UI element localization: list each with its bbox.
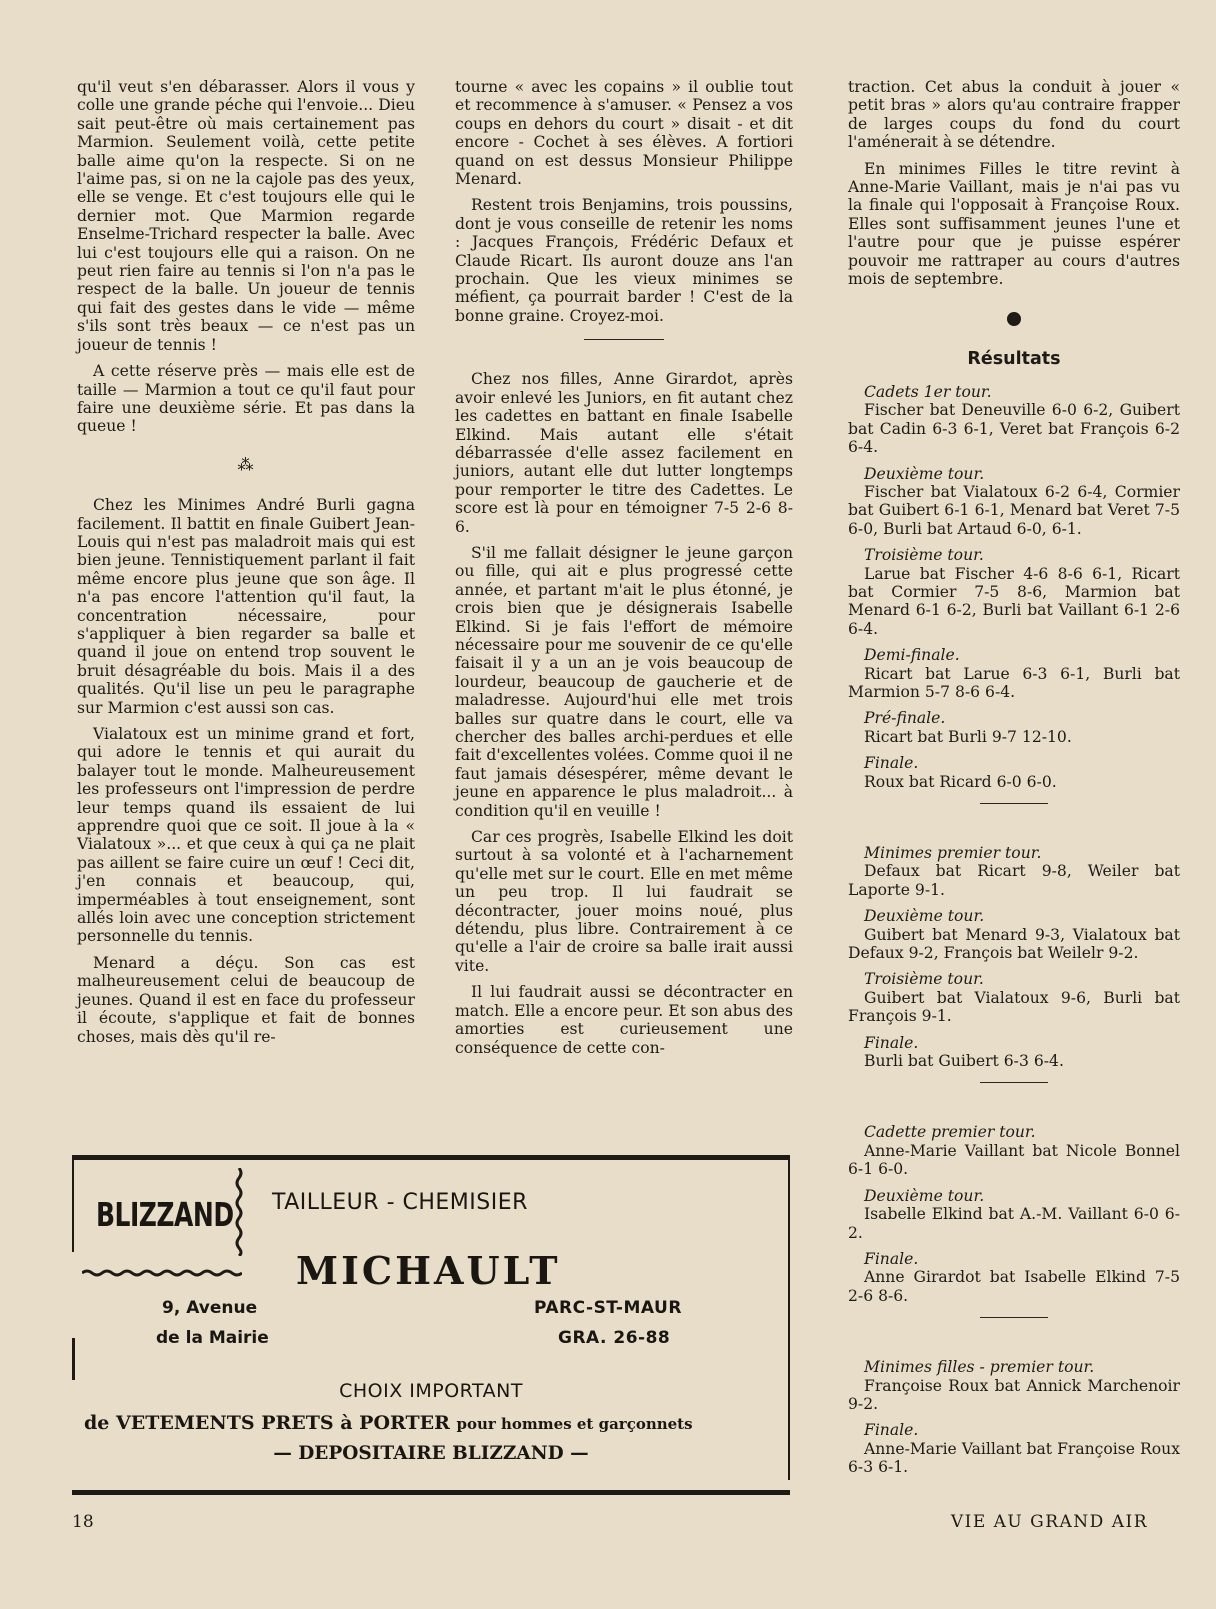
round-results: Françoise Roux bat Annick Marchenoir 9-2. bbox=[848, 1376, 1180, 1413]
paragraph: A cette réserve près — mais elle est de taille — Marmion a tout ce qu'il faut pour faire une deuxième série. Et pas dans la queue ! bbox=[77, 362, 415, 436]
paragraph: tourne « avec les copains » il oublie tout et recommence à s'amuser. « Pensez a vos coups en dehors du court » disait - et dit encore - Cochet à ses élèves. A fortiori quand on est dessus Monsieur Philippe Menard. bbox=[455, 78, 793, 189]
ad-vetements-line bbox=[84, 1412, 693, 1434]
paragraph: Car ces progrès, Isabelle Elkind les doit surtout à sa volonté et à l'acharnement qu'elle met sur le court. Elle en met même un peu trop. Il lui faudrait se décontracter, jouer moins noué, plus détendu, plus libre. Contrairement à ce qu'elle a l'air de croire sa balle irait aussi vite. bbox=[455, 828, 793, 975]
wavy-divider-vertical-icon bbox=[234, 1168, 244, 1256]
round-results: Anne-Marie Vaillant bat Nicole Bonnel 6-1 6-0. bbox=[848, 1141, 1180, 1179]
ad-brand-logo: BLIZZAND bbox=[96, 1196, 234, 1234]
results-cadette bbox=[848, 1123, 1180, 1305]
round-results: Fischer bat Vialatoux 6-2 6-4, Cormier bat Guibert 6-1 6-1, Menard bat Veret 7-5 6-0, Burli bat Artaud 6-0, 6-1. bbox=[848, 482, 1180, 538]
article-column-3 bbox=[848, 78, 1180, 1485]
round-heading: Minimes premier tour. bbox=[864, 844, 1042, 862]
round-heading: Deuxième tour. bbox=[864, 907, 985, 926]
round-results: Defaux bat Ricart 9-8, Weiler bat Laporte 9-1. bbox=[848, 862, 1180, 899]
paragraph: Il lui faudrait aussi se décontracter en match. Elle a encore peur. Et son abus des amorties est curieusement une conséquence de cette con- bbox=[455, 983, 793, 1057]
ad-vetements-suffix: pour hommes et garçonnets bbox=[456, 1415, 693, 1433]
section-divider bbox=[980, 803, 1048, 804]
ad-vetements-main: VETEMENTS PRETS à PORTER bbox=[116, 1412, 450, 1434]
section-divider bbox=[980, 1317, 1048, 1318]
ad-border-right bbox=[788, 1160, 790, 1480]
article-column-2 bbox=[455, 78, 793, 1065]
round-heading: Finale. bbox=[864, 1033, 919, 1052]
paragraph: S'il me fallait désigner le jeune garçon ou fille, qui ait e plus progressé cette année, et partant m'ait le plus étonné, je crois bien que je désignerais Isabelle Elkind. Si je fais l'effort de mémoire nécessaire pour me souvenir de ce qu'elle faisait il y a un an je vois beaucoup de lourdeur, beaucoup de gaucherie et de maladresse. Aujourd'hui elle met trois balles sur quatre dans le court, elle va chercher des balles archi-perdues et elle fait d'excellentes volées. Comme quoi il ne faut jamais désespérer, même devant le jeune en apparence le plus maladroit... à condition qu'il en veuille ! bbox=[455, 543, 793, 820]
round-heading: Deuxième tour. bbox=[864, 1186, 985, 1205]
paragraph: Chez nos filles, Anne Girardot, après avoir enlevé les Juniors, en fit autant chez les cadettes en battant en finale Isabelle Elkind. Mais autant elle s'était débarrassée d'elle assez facilement en juniors, autant elle dut lutter longtemps pour remporter le titre des Cadettes. Le score est là pour en témoigner 7-5 2-6 8-6. bbox=[455, 370, 793, 536]
round-results: Guibert bat Menard 9-3, Vialatoux bat Defaux 9-2, François bat Weilelr 9-2. bbox=[848, 925, 1180, 963]
round-heading: Cadette premier tour. bbox=[864, 1123, 1036, 1142]
round-heading: Finale. bbox=[864, 1421, 919, 1440]
round-heading: Finale. bbox=[864, 754, 919, 773]
paragraph: Vialatoux est un minime grand et fort, qui adore le tennis et qui aurait du balayer tout le monde. Malheureusement les professeurs ont l'impression de perdre leur temps quand ils essaient de lui apprendre quoi que ce soit. Il joue à la « Vialatoux »... et que ceux à qui ça ne plait pas aillent se faire cuire un œuf ! Ceci dit, j'en connais et beaucoup, qui, imperméables à tout enseignement, sont allés loin avec une conception strictement personnelle du tennis. bbox=[77, 725, 415, 946]
paragraph: Menard a déçu. Son cas est malheureusement celui de beaucoup de jeunes. Quand il est en face du professeur il écoute, s'applique et fait de bonnes choses, mais dès qu'il re- bbox=[77, 953, 415, 1046]
magazine-title: VIE AU GRAND AIR bbox=[950, 1512, 1148, 1532]
section-separator-stars: ⁂ bbox=[237, 454, 255, 474]
round-heading: Demi-finale. bbox=[864, 646, 960, 665]
ad-vetements-prefix: de bbox=[84, 1412, 110, 1434]
page-number: 18 bbox=[72, 1512, 94, 1532]
paragraph: En minimes Filles le titre revint à Anne-Marie Vaillant, mais je n'ai pas vu la finale qui l'opposait à Françoise Roux. Elles sont suffisamment jeunes l'une et l'autre pour que je puisse espérer pouvoir me rattraper au cours d'autres mois de septembre. bbox=[848, 159, 1180, 289]
results-title: Résultats bbox=[967, 349, 1061, 370]
results-minimes-filles bbox=[848, 1358, 1180, 1476]
round-results: Ricart bat Burli 9-7 12-10. bbox=[864, 727, 1072, 746]
round-results: Burli bat Guibert 6-3 6-4. bbox=[864, 1052, 1064, 1071]
paragraph: Chez les Minimes André Burli gagna facilement. Il battit en finale Guibert Jean-Louis qui n'est pas maladroit mais qui est bien jeune. Tennistiquement parlant il fait même encore plus jeune que son âge. Il n'a pas encore l'attention qu'il faut, la concentration nécessaire, pour s'appliquer à bien regarder sa balle et quand il joue on entend trop souvent le bruit désagréable du bois. Mais il a des qualités. Qu'il lise un peu le paragraphe sur Marmion c'est aussi son cas. bbox=[77, 496, 415, 717]
ad-shop-name: MICHAULT bbox=[296, 1248, 561, 1293]
paragraph: qu'il veut s'en débarasser. Alors il vous y colle une grande péche qui l'envoie... Dieu sait peut-être où mais certainement pas Marmion. Seulement voilà, cette petite balle aime qu'on la respecte. Si on ne l'aime pas, si on ne la cajole pas des yeux, elle se venge. Et c'est toujours elle qui le dernier mot. Que Marmion regarde Enselme-Trichard respecter la balle. Avec lui c'est toujours elle qui a raison. On ne peut rien faire au tennis si l'on n'a pas le respect de la balle. Un joueur de tennis qui fait des gestes dans le vide — même s'ils sont très beaux — ce n'est pas un joueur de tennis ! bbox=[77, 78, 415, 354]
round-results: Anne Girardot bat Isabelle Elkind 7-5 2-6 8-6. bbox=[848, 1268, 1180, 1305]
round-results: Fischer bat Deneuville 6-0 6-2, Guibert bat Cadin 6-3 6-1, Veret bat François 6-2 6-4. bbox=[848, 401, 1180, 457]
ad-border-left bbox=[72, 1160, 74, 1252]
round-heading: Troisième tour. bbox=[864, 546, 984, 565]
round-results: Roux bat Ricard 6-0 6-0. bbox=[864, 772, 1057, 791]
ad-address-line2: de la Mairie bbox=[156, 1328, 269, 1348]
paragraph: Restent trois Benjamins, trois poussins, dont je vous conseille de retenir les noms : Jacques François, Frédéric Defaux et Claude Ricart. Ils auront douze ans l'an prochain. Que les vieux minimes se méfient, ça pourrait barder ! C'est de la bonne graine. Croyez-moi. bbox=[455, 196, 793, 325]
round-heading: Finale. bbox=[864, 1249, 919, 1268]
ad-depositaire-line: — DEPOSITAIRE BLIZZAND — bbox=[273, 1443, 589, 1464]
ad-tagline: TAILLEUR - CHEMISIER bbox=[272, 1190, 528, 1215]
round-results: Guibert bat Vialatoux 9-6, Burli bat François 9-1. bbox=[848, 988, 1180, 1026]
ad-phone: GRA. 26-88 bbox=[558, 1328, 671, 1348]
round-results: Anne-Marie Vaillant bat Françoise Roux 6-3 6-1. bbox=[848, 1439, 1180, 1477]
wavy-divider-horizontal-icon bbox=[82, 1268, 242, 1278]
paragraph: traction. Cet abus la conduit à jouer « petit bras » alors qu'au contraire frapper de larges coups du fond du court l'aménerait à se détendre. bbox=[848, 78, 1180, 152]
results-minimes bbox=[848, 844, 1180, 1070]
round-heading: Troisième tour. bbox=[864, 970, 984, 989]
section-divider bbox=[980, 1082, 1048, 1083]
ad-address-line1: 9, Avenue bbox=[162, 1298, 258, 1318]
ad-border-left-lower bbox=[72, 1338, 75, 1380]
advertisement bbox=[72, 1155, 790, 1495]
article-column-1 bbox=[77, 78, 415, 1054]
ad-city: PARC-ST-MAUR bbox=[534, 1298, 682, 1318]
round-heading: Cadets 1er tour. bbox=[864, 382, 992, 401]
ad-choix-line: CHOIX IMPORTANT bbox=[339, 1380, 523, 1402]
round-heading: Pré-finale. bbox=[864, 709, 946, 728]
round-results: Larue bat Fischer 4-6 8-6 6-1, Ricart bat Cormier 7-5 8-6, Marmion bat Menard 6-1 6-2, Burli bat Vaillant 6-1 2-6 6-4. bbox=[848, 564, 1180, 638]
round-heading: Minimes filles - premier tour. bbox=[864, 1358, 1095, 1377]
section-divider bbox=[584, 339, 664, 340]
round-results: Ricart bat Larue 6-3 6-1, Burli bat Marmion 5-7 8-6 6-4. bbox=[848, 664, 1180, 701]
round-results: Isabelle Elkind bat A.-M. Vaillant 6-0 6-2. bbox=[848, 1205, 1180, 1242]
results-cadets bbox=[848, 383, 1180, 791]
round-heading: Deuxième tour. bbox=[864, 464, 985, 483]
bullet-dot-separator bbox=[1007, 312, 1021, 326]
